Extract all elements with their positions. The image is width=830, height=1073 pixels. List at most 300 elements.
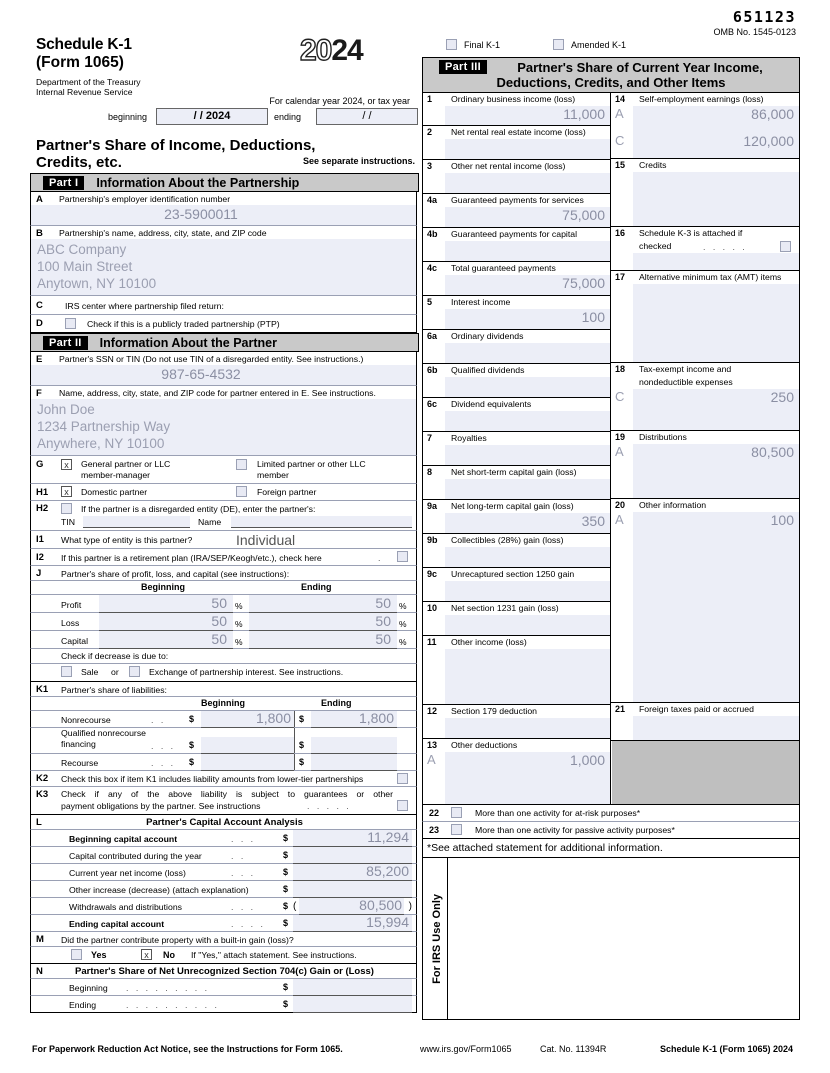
- field-m-note: If "Yes," attach statement. See instructions.: [191, 950, 357, 960]
- field-h1-option2-label: Foreign partner: [257, 487, 317, 497]
- field-n-dollar: $: [283, 999, 289, 1009]
- part3-box-label: Distributions: [639, 432, 687, 442]
- box-22-checkbox[interactable]: [451, 807, 462, 818]
- field-h2-name-input[interactable]: [231, 516, 412, 528]
- part3-top-header: [422, 8, 800, 57]
- part3-box-entry-amount: 100: [770, 512, 794, 528]
- field-l-value: 85,200: [366, 863, 409, 879]
- field-n-row[interactable]: [30, 996, 417, 1013]
- field-k1-letter: K1: [36, 684, 49, 695]
- part3-box-number: 11: [427, 637, 437, 647]
- field-c-label: IRS center where partnership filed return:: [65, 301, 224, 311]
- tax-year-suffix: 24: [331, 34, 363, 67]
- field-j-ending-unit: %: [399, 637, 407, 647]
- field-g-general-partner-checkbox[interactable]: x: [61, 459, 72, 470]
- field-l-row-label: Ending capital account: [69, 919, 165, 929]
- part3-box-label: Unrecaptured section 1250 gain: [451, 569, 575, 579]
- irs-website-link[interactable]: www.irs.gov/Form1065: [420, 1044, 512, 1054]
- field-l-letter: L: [36, 817, 42, 828]
- amended-k1-label: Amended K-1: [571, 40, 627, 50]
- field-h1-domestic-foreign[interactable]: [30, 484, 417, 501]
- field-i2-checkbox[interactable]: [397, 551, 408, 562]
- part3-box-number: 6b: [427, 365, 438, 375]
- part3-box-number: 10: [427, 603, 438, 613]
- field-i1-label: What type of entity is this partner?: [61, 535, 193, 545]
- part3-box-9b[interactable]: [423, 534, 610, 568]
- part3-footnote-row: [422, 839, 800, 858]
- field-i1-letter: I1: [36, 534, 44, 545]
- part3-footnote: *See attached statement for additional information.: [427, 842, 663, 854]
- part3-box-label-line-2: nondeductible expenses: [639, 377, 733, 387]
- part3-box-16-checkbox[interactable]: [780, 241, 791, 252]
- part3-box-amount: 75,000: [562, 275, 605, 291]
- field-j-row-label: Profit: [61, 600, 82, 610]
- field-m-options[interactable]: [30, 947, 417, 964]
- field-n-letter: N: [36, 966, 43, 977]
- final-k1-checkbox[interactable]: [446, 39, 457, 50]
- field-j-sale-checkbox[interactable]: [61, 666, 72, 677]
- field-l-row-label: Beginning capital account: [69, 834, 178, 844]
- field-k3-line-2: payment obligations by the partner. See instructions: [61, 801, 261, 811]
- dept-line-1: Department of the Treasury: [36, 77, 141, 87]
- field-b-line-1: ABC Company: [37, 242, 127, 257]
- part3-box-label: Net short-term capital gain (loss): [451, 467, 577, 477]
- field-l-dollar: $: [283, 850, 289, 860]
- field-j-beginning-unit: %: [235, 619, 243, 629]
- part3-box-label: Tax-exempt income and: [639, 364, 732, 374]
- part3-box-entry-code: A: [615, 512, 624, 527]
- field-l-row-dots: . . .: [231, 902, 256, 912]
- field-a-label: Partnership's employer identification number: [59, 194, 231, 204]
- field-l-row[interactable]: [30, 864, 417, 881]
- field-i2-retirement-plan[interactable]: [30, 549, 417, 566]
- field-l-paren-close: ): [408, 901, 412, 912]
- field-l-row-dots: . . .: [231, 868, 256, 878]
- field-l-value: 80,500: [359, 897, 402, 913]
- field-k1-beginning-header: Beginning: [201, 698, 245, 708]
- field-h1-letter: H1: [36, 487, 49, 498]
- field-b-line-2: 100 Main Street: [37, 259, 133, 274]
- part3-box-number: 4a: [427, 195, 438, 205]
- field-l-value: 11,294: [367, 829, 409, 845]
- part3-box-number: 9c: [427, 569, 438, 579]
- part1-header: [30, 173, 419, 192]
- part3-box-label: Other net rental income (loss): [451, 161, 566, 171]
- field-j-ending-unit: %: [399, 601, 407, 611]
- field-m-yes-label: Yes: [91, 950, 107, 960]
- field-i1-entity-type[interactable]: [30, 531, 417, 549]
- part3-box-label: Collectibles (28%) gain (loss): [451, 535, 564, 545]
- field-k1-row[interactable]: [30, 711, 417, 728]
- part3-box-label: Total guaranteed payments: [451, 263, 556, 273]
- field-h2-disregarded-entity[interactable]: [30, 501, 417, 531]
- field-n-dollar: $: [283, 982, 289, 992]
- field-i2-letter: I2: [36, 552, 44, 563]
- part3-title-line-1: Partner's Share of Current Year Income,: [517, 60, 763, 75]
- field-n-row-label: Beginning: [69, 983, 108, 993]
- field-l-input[interactable]: [293, 847, 412, 864]
- part3-box-4c[interactable]: [423, 262, 610, 296]
- part3-box-13[interactable]: [423, 739, 610, 805]
- part3-box-number: 2: [427, 127, 433, 137]
- part3-box-21[interactable]: [611, 703, 799, 741]
- ending-label: ending: [274, 112, 302, 122]
- field-a-ein[interactable]: [30, 192, 417, 226]
- part3-box-label: Dividend equivalents: [451, 399, 532, 409]
- part3-box-6c[interactable]: [423, 398, 610, 432]
- field-k1-ending-input[interactable]: [311, 737, 397, 754]
- part3-box-2[interactable]: [423, 126, 610, 160]
- part3-box-label: Guaranteed payments for services: [451, 195, 584, 205]
- field-n-rows: [30, 979, 417, 1013]
- field-e-value: 987-65-4532: [161, 366, 241, 382]
- part3-box-label: Schedule K-3 is attached if: [639, 228, 743, 238]
- part3-box-label: Credits: [639, 160, 667, 170]
- field-e-letter: E: [36, 354, 43, 365]
- field-j-exchange-label: Exchange of partnership interest. See instructions.: [149, 667, 344, 677]
- field-l-row-dots: . .: [231, 851, 246, 861]
- field-j-row[interactable]: [30, 595, 417, 613]
- part3-box-label: Ordinary dividends: [451, 331, 524, 341]
- field-l-value: 15,994: [366, 914, 409, 930]
- field-k1-row-dots: . .: [151, 715, 166, 725]
- field-m-letter: M: [36, 934, 44, 945]
- field-j-beginning-header: Beginning: [141, 582, 185, 592]
- field-k1-dollar-ending: $: [299, 740, 305, 750]
- field-j-decrease-header: [30, 649, 417, 664]
- part3-box-15[interactable]: [611, 159, 799, 227]
- field-j-letter: J: [36, 568, 42, 579]
- part3-box-3[interactable]: [423, 160, 610, 194]
- field-n-row-dots: . . . . . . . . . .: [126, 1000, 220, 1010]
- field-j-decrease-label: Check if decrease is due to:: [61, 651, 169, 661]
- part3-box-10[interactable]: [423, 602, 610, 636]
- field-d-checkbox[interactable]: [65, 318, 76, 329]
- field-f-line-2: 1234 Partnership Way: [37, 419, 171, 434]
- field-e-partner-ssn[interactable]: [30, 352, 417, 386]
- catalog-number: Cat. No. 11394R: [540, 1044, 607, 1054]
- field-l-row-label: Capital contributed during the year: [69, 851, 202, 861]
- field-a-value: 23-5900011: [164, 206, 238, 222]
- field-k1-ending-input[interactable]: [311, 754, 397, 771]
- part3-boxes-grid: [422, 93, 800, 805]
- field-j-beginning-unit: %: [235, 637, 243, 647]
- field-j-beginning-value: 50: [211, 595, 227, 611]
- field-k1-row-label2: financing: [61, 739, 96, 749]
- part3-box-17[interactable]: [611, 271, 799, 363]
- field-a-letter: A: [36, 194, 43, 205]
- field-j-ending-value: 50: [375, 595, 391, 611]
- part3-box-number: 6a: [427, 331, 438, 341]
- field-l-dollar: $: [283, 884, 289, 894]
- part3-box-8[interactable]: [423, 466, 610, 500]
- field-i2-dots: .: [378, 553, 383, 563]
- part3-box-11[interactable]: [423, 636, 610, 705]
- field-h2-tin-label: TIN: [61, 517, 75, 527]
- box-23-checkbox[interactable]: [451, 824, 462, 835]
- field-g-partner-type[interactable]: [30, 456, 417, 484]
- field-m-no-checkbox[interactable]: x: [141, 949, 152, 960]
- main-title-line-1: Partner's Share of Income, Deductions,: [36, 137, 316, 154]
- part3-box-number-bg: [611, 271, 633, 362]
- part3-box-label: Other income (loss): [451, 637, 527, 647]
- part3-box-19[interactable]: [611, 431, 799, 499]
- part3-box-label: Interest income: [451, 297, 511, 307]
- field-j-beginning-value: 50: [211, 613, 227, 629]
- part3-box-number: 3: [427, 161, 433, 171]
- calendar-year-note: For calendar year 2024, or tax year: [269, 96, 410, 106]
- part3-left-boxes: [423, 93, 611, 804]
- field-m-no-label: No: [163, 950, 175, 960]
- box-22-row[interactable]: [422, 805, 800, 822]
- part3-box-label: Section 179 deduction: [451, 706, 537, 716]
- field-k2-letter: K2: [36, 773, 49, 784]
- part3-box-number: 15: [615, 160, 626, 170]
- field-n-input[interactable]: [293, 996, 412, 1013]
- part3-box-6a[interactable]: [423, 330, 610, 364]
- right-column: [422, 8, 800, 1020]
- part2-tag: Part II: [43, 336, 88, 350]
- part3-shaded-area: [612, 741, 799, 804]
- field-h1-domestic-checkbox[interactable]: x: [61, 486, 72, 497]
- tax-year-display: [300, 34, 415, 68]
- field-l-row[interactable]: [30, 915, 417, 932]
- part3-box-entry-code: A: [615, 444, 624, 459]
- field-j-beginning-value: 50: [211, 631, 227, 647]
- field-j-ending-value: 50: [375, 631, 391, 647]
- field-f-letter: F: [36, 388, 42, 399]
- part3-box-20[interactable]: [611, 499, 799, 703]
- field-f-line-1: John Doe: [37, 402, 95, 417]
- form-number-title: (Form 1065): [36, 54, 124, 71]
- part3-box-12[interactable]: [423, 705, 610, 739]
- part3-box-amount: 350: [581, 513, 605, 529]
- field-l-row-dots: . . .: [231, 834, 256, 844]
- part3-box-number: 20: [615, 500, 626, 510]
- field-k1-dollar-ending: $: [299, 757, 305, 767]
- field-l-row[interactable]: [30, 847, 417, 864]
- field-k1-ending-header: Ending: [321, 698, 352, 708]
- field-m-label: Did the partner contribute property with a built-in gain (loss)?: [61, 935, 294, 945]
- barcode-number: 651123: [732, 8, 796, 26]
- part3-box-4b[interactable]: [423, 228, 610, 262]
- field-l-row-label: Withdrawals and distributions: [69, 902, 182, 912]
- part3-box-9c[interactable]: [423, 568, 610, 602]
- field-b-label: Partnership's name, address, city, state, and ZIP code: [59, 228, 267, 238]
- field-j-ending-header: Ending: [301, 582, 332, 592]
- field-l-row[interactable]: [30, 830, 417, 847]
- box-22-number: 22: [429, 808, 440, 818]
- part3-box-number: 21: [615, 704, 626, 714]
- part3-box-number: 9b: [427, 535, 438, 545]
- part3-box-code: A: [427, 752, 436, 767]
- field-f-partner-address[interactable]: [30, 386, 417, 456]
- part3-box-number: 18: [615, 364, 626, 374]
- part3-box-number: 5: [427, 297, 433, 307]
- part3-box-entry-amount: 86,000: [751, 106, 794, 122]
- amended-k1-checkbox[interactable]: [553, 39, 564, 50]
- field-l-row-dots: . . . .: [231, 919, 266, 929]
- beginning-date-value: / / 2024: [193, 110, 231, 122]
- field-l-row[interactable]: [30, 881, 417, 898]
- part3-box-entry-code: C: [615, 133, 625, 148]
- field-n-input[interactable]: [293, 979, 412, 996]
- part3-box-entry-code: A: [615, 106, 624, 121]
- field-k1-row-label: Nonrecourse: [61, 715, 111, 725]
- field-j-beginning-unit: %: [235, 601, 243, 611]
- part3-box-entry-amount: 250: [770, 389, 794, 405]
- part3-box-label: Other deductions: [451, 740, 518, 750]
- field-g-limited-partner-checkbox[interactable]: [236, 459, 247, 470]
- box-23-number: 23: [429, 825, 440, 835]
- field-k3-checkbox[interactable]: [397, 800, 408, 811]
- field-n-row-label: Ending: [69, 1000, 97, 1010]
- field-i2-label: If this partner is a retirement plan (IRA/SEP/Keogh/etc.), check here: [61, 553, 322, 563]
- box-23-row[interactable]: [422, 822, 800, 839]
- field-k1-beginning-input[interactable]: [201, 754, 294, 771]
- field-h1-foreign-checkbox[interactable]: [236, 486, 247, 497]
- field-k1-dollar-ending: $: [299, 714, 305, 724]
- field-m-yes-checkbox[interactable]: [71, 949, 82, 960]
- field-l-row-label: Current year net income (loss): [69, 868, 186, 878]
- field-k2-lower-tier[interactable]: [30, 771, 417, 787]
- field-j-rows: [30, 595, 417, 649]
- field-k1-col-headers: [30, 697, 417, 711]
- field-k1-row-dots: . . .: [151, 741, 176, 751]
- field-g-option2-line2: member: [257, 470, 289, 480]
- field-j-ending-value: 50: [375, 613, 391, 629]
- field-b-letter: B: [36, 228, 43, 239]
- part3-box-number: 4c: [427, 263, 438, 273]
- part3-box-number-bg: [611, 499, 633, 702]
- field-j-label: Partner's share of profit, loss, and capital (see instructions):: [61, 569, 290, 579]
- field-j-row[interactable]: [30, 631, 417, 649]
- field-l-header: [30, 815, 417, 830]
- part3-box-entry-amount: 120,000: [743, 133, 794, 149]
- part3-box-9a[interactable]: [423, 500, 610, 534]
- field-g-letter: G: [36, 459, 44, 470]
- field-j-row-label: Loss: [61, 618, 80, 628]
- field-j-decrease-options[interactable]: [30, 664, 417, 682]
- part3-title-line-2: Deductions, Credits, and Other Items: [496, 75, 726, 90]
- field-n-header: [30, 964, 417, 979]
- part3-box-5[interactable]: [423, 296, 610, 330]
- field-k1-beginning-input[interactable]: [201, 737, 294, 754]
- field-k1-divider: [294, 711, 295, 727]
- field-k2-checkbox[interactable]: [397, 773, 408, 784]
- part2-title: Information About the Partner: [99, 335, 277, 350]
- field-l-dollar: $: [283, 901, 289, 911]
- part3-box-6b[interactable]: [423, 364, 610, 398]
- field-k1-ending-value: 1,800: [358, 710, 394, 726]
- part3-box-amount: 100: [581, 309, 605, 325]
- field-k1-dollar-beginning: $: [189, 757, 195, 767]
- field-l-input[interactable]: [293, 881, 412, 898]
- part3-box-18[interactable]: [611, 363, 799, 431]
- beginning-date-input[interactable]: [156, 108, 268, 125]
- field-h1-option1-label: Domestic partner: [81, 487, 148, 497]
- part3-box-amount: 1,000: [569, 752, 605, 768]
- field-k1-beginning-value: 1,800: [255, 710, 291, 726]
- part3-right-boxes: [611, 93, 799, 804]
- field-n-title: Partner's Share of Net Unrecognized Section 704(c) Gain or (Loss): [75, 966, 374, 977]
- part3-box-label: Other information: [639, 500, 707, 510]
- field-k1-rows: [30, 711, 417, 771]
- part1-title: Information About the Partnership: [96, 175, 300, 190]
- field-l-row[interactable]: [30, 898, 417, 915]
- field-h2-letter: H2: [36, 503, 49, 514]
- field-i1-value: Individual: [236, 532, 296, 548]
- field-h2-name-label: Name: [198, 517, 222, 527]
- part3-box-1[interactable]: [423, 93, 610, 126]
- field-l-paren-open: (: [293, 901, 297, 912]
- field-n-row[interactable]: [30, 979, 417, 996]
- field-d-label: Check if this is a publicly traded partnership (PTP): [87, 319, 280, 329]
- field-j-exchange-checkbox[interactable]: [129, 666, 140, 677]
- part3-box-4a[interactable]: [423, 194, 610, 228]
- part3-box-number: 7: [427, 433, 433, 443]
- part3-box-16[interactable]: [611, 227, 799, 271]
- beginning-label: beginning: [108, 112, 148, 122]
- box-22-label: More than one activity for at-risk purposes*: [475, 808, 641, 818]
- field-l-row-label: Other increase (decrease) (attach explanation): [69, 885, 249, 895]
- field-b-line-3: Anytown, NY 10100: [37, 276, 157, 291]
- part3-box-label: Qualified dividends: [451, 365, 525, 375]
- field-l-rows: [30, 830, 417, 932]
- field-h2-checkbox[interactable]: [61, 503, 72, 514]
- final-k1-label: Final K-1: [464, 40, 501, 50]
- field-l-dollar: $: [283, 918, 289, 928]
- irs-use-only-area: [422, 858, 800, 1020]
- part3-box-14[interactable]: [611, 93, 799, 159]
- see-separate-instructions: See separate instructions.: [302, 156, 415, 166]
- part3-box-label: Alternative minimum tax (AMT) items: [639, 272, 782, 282]
- field-c-irs-center[interactable]: [30, 296, 417, 315]
- tax-year-prefix: 20: [300, 34, 332, 67]
- field-m-header: [30, 932, 417, 947]
- field-g-option1-line1: General partner or LLC: [81, 459, 171, 469]
- field-j-header: [30, 566, 417, 581]
- box-23-label: More than one activity for passive activity purposes*: [475, 825, 675, 835]
- field-k2-label: Check this box if item K1 includes liability amounts from lower-tier partnerships: [61, 774, 364, 784]
- field-j-row-label: Capital: [61, 636, 89, 646]
- part3-box-entry-code: C: [615, 389, 625, 404]
- field-k3-line-1: Check if any of the above liability is subject to guarantees or other: [61, 789, 393, 799]
- left-column: [30, 8, 417, 1013]
- field-l-title: Partner's Capital Account Analysis: [146, 817, 303, 828]
- field-n-row-dots: . . . . . . . . .: [126, 983, 210, 993]
- part3-box-label: Ordinary business income (loss): [451, 94, 576, 104]
- field-d-ptp[interactable]: [30, 315, 417, 333]
- part3-box-7[interactable]: [423, 432, 610, 466]
- field-b-partnership-address[interactable]: [30, 226, 417, 296]
- field-f-line-3: Anywhere, NY 10100: [37, 436, 165, 451]
- field-j-row[interactable]: [30, 613, 417, 631]
- field-k1-row[interactable]: [30, 754, 417, 771]
- field-k1-row[interactable]: [30, 728, 417, 754]
- part3-box-number: 17: [615, 272, 626, 282]
- field-h2-label: If the partner is a disregarded entity (DE), enter the partner's:: [81, 504, 316, 514]
- part3-box-label: Guaranteed payments for capital: [451, 229, 578, 239]
- part3-box-number: 4b: [427, 229, 438, 239]
- field-k1-dollar-beginning: $: [189, 740, 195, 750]
- field-k1-dollar-beginning: $: [189, 714, 195, 724]
- schedule-title: Schedule K-1: [36, 36, 132, 53]
- field-k3-guarantees[interactable]: [30, 787, 417, 815]
- field-h2-tin-input[interactable]: [83, 516, 190, 528]
- irs-use-only-label: For IRS Use Only: [431, 893, 443, 984]
- ending-date-input[interactable]: [316, 108, 418, 125]
